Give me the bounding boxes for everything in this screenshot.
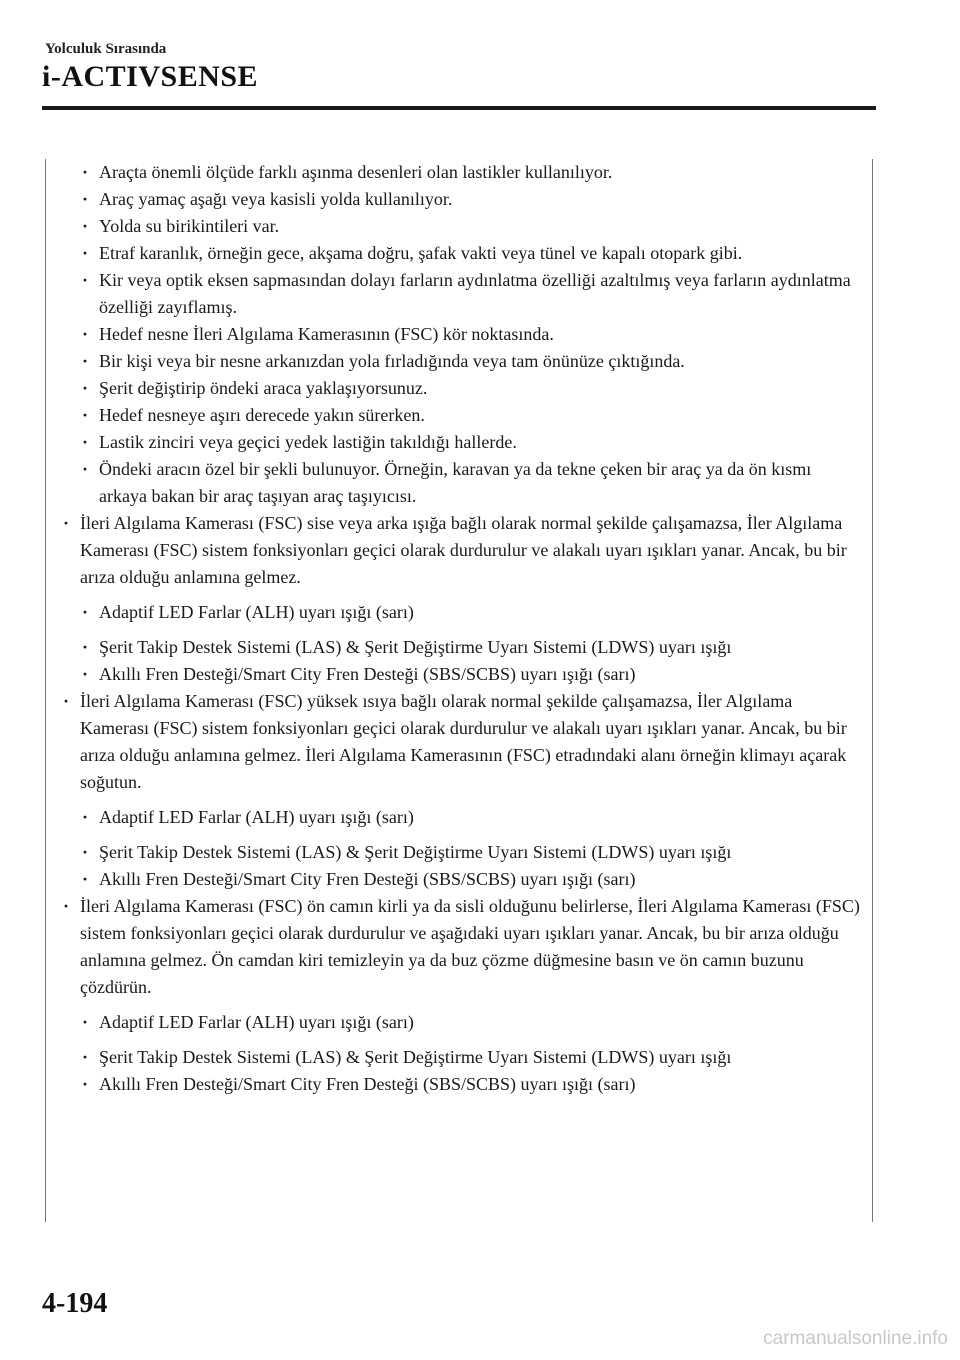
list-item — [56, 321, 862, 348]
bullet-icon: · — [81, 664, 88, 684]
warning-light-item — [56, 1009, 862, 1036]
list-item-text: Araçta önemli ölçüde farklı aşınma desenleri olan lastikler kullanılıyor. — [99, 162, 613, 182]
bullet-icon: · — [81, 1012, 88, 1032]
list-item — [56, 402, 862, 429]
list-item-text: Etraf karanlık, örneğin gece, akşama doğru, şafak vakti veya tünel ve kapalı otopark gibi. — [99, 243, 743, 263]
bullet-icon: · — [62, 691, 69, 711]
list-item — [56, 375, 862, 402]
bullet-icon: · — [81, 162, 88, 182]
bullet-icon: · — [81, 1047, 88, 1067]
bullet-icon: · — [81, 637, 88, 657]
list-item — [56, 348, 862, 375]
list-item-text: Şerit Takip Destek Sistemi (LAS) & Şerit Değiştirme Uyarı Sistemi (LDWS) uyarı ışığı — [99, 842, 732, 862]
watermark: carmanualsonline.info — [763, 1328, 948, 1349]
content-border-right — [872, 159, 873, 1222]
list-item — [56, 267, 862, 321]
warning-light-item — [56, 634, 862, 661]
list-item-text: Akıllı Fren Desteği/Smart City Fren Desteği (SBS/SCBS) uyarı ışığı (sarı) — [99, 869, 636, 889]
paragraph-item — [56, 688, 862, 796]
header-rule — [42, 106, 876, 110]
list-item-text: Şerit Takip Destek Sistemi (LAS) & Şerit Değiştirme Uyarı Sistemi (LDWS) uyarı ışığı — [99, 1047, 732, 1067]
paragraph-item — [56, 510, 862, 591]
list-item-text: Adaptif LED Farlar (ALH) uyarı ışığı (sarı) — [99, 807, 414, 827]
bullet-icon: · — [81, 243, 88, 263]
content-body — [56, 159, 862, 1098]
bullet-icon: · — [81, 216, 88, 236]
warning-light-item — [56, 804, 862, 831]
content-border-left — [45, 159, 46, 1222]
bullet-icon: · — [62, 513, 69, 533]
list-item — [56, 213, 862, 240]
list-item — [56, 429, 862, 456]
warning-light-item — [56, 839, 862, 866]
list-item-text: Öndeki aracın özel bir şekli bulunuyor. Örneğin, karavan ya da tekne çeken bir araç ya da ön kısmı arkaya bakan bir araç taşıyan araç taşıyıcısı. — [99, 459, 812, 506]
warning-light-item — [56, 866, 862, 893]
list-item-text: Adaptif LED Farlar (ALH) uyarı ışığı (sarı) — [99, 602, 414, 622]
chapter-title: i-ACTIVSENSE — [42, 60, 259, 93]
warning-light-item — [56, 661, 862, 688]
bullet-icon: · — [81, 351, 88, 371]
list-item-text: Hedef nesne İleri Algılama Kamerasının (FSC) kör noktasında. — [99, 324, 554, 344]
list-item-text: Araç yamaç aşağı veya kasisli yolda kullanılıyor. — [99, 189, 453, 209]
warning-light-item — [56, 1044, 862, 1071]
warning-light-item — [56, 599, 862, 626]
list-item-text: Hedef nesneye aşırı derecede yakın sürerken. — [99, 405, 425, 425]
bullet-icon: · — [81, 405, 88, 425]
list-item-text: Akıllı Fren Desteği/Smart City Fren Desteği (SBS/SCBS) uyarı ışığı (sarı) — [99, 1074, 636, 1094]
bullet-icon: · — [81, 1074, 88, 1094]
list-item — [56, 159, 862, 186]
section-label: Yolculuk Sırasında — [45, 41, 167, 57]
list-item — [56, 240, 862, 267]
bullet-icon: · — [81, 842, 88, 862]
bullet-icon: · — [81, 378, 88, 398]
page-number: 4-194 — [42, 1288, 108, 1319]
list-item-text: Adaptif LED Farlar (ALH) uyarı ışığı (sarı) — [99, 1012, 414, 1032]
list-item-text: Bir kişi veya bir nesne arkanızdan yola fırladığında veya tam önünüze çıktığında. — [99, 351, 685, 371]
paragraph-text: İleri Algılama Kamerası (FSC) yüksek ısıya bağlı olarak normal şekilde çalışamazsa, İler Algılama Kamerası (FSC) sistem fonksiyonları geçici olarak durdurulur ve alakalı uyarı ışıkları yanar. Ancak, bu bir arıza olduğu anlamına gelmez. İleri Algılama Kamerasının (FSC) etradındaki alanı örneğin klimayı açarak soğutun. — [80, 691, 847, 792]
bullet-icon: · — [81, 807, 88, 827]
bullet-icon: · — [81, 459, 88, 479]
list-item — [56, 186, 862, 213]
list-item — [56, 456, 862, 510]
bullet-icon: · — [62, 896, 69, 916]
list-item-text: Şerit değiştirip öndeki araca yaklaşıyorsunuz. — [99, 378, 428, 398]
list-item-text: Lastik zinciri veya geçici yedek lastiğin takıldığı hallerde. — [99, 432, 517, 452]
bullet-icon: · — [81, 432, 88, 452]
bullet-icon: · — [81, 189, 88, 209]
list-item-text: Akıllı Fren Desteği/Smart City Fren Desteği (SBS/SCBS) uyarı ışığı (sarı) — [99, 664, 636, 684]
paragraph-text: İleri Algılama Kamerası (FSC) ön camın kirli ya da sisli olduğunu belirlerse, İleri Algılama Kamerası (FSC) sistem fonksiyonları geçici olarak durdurulur ve aşağıdaki uyarı ışıkları yanar. Ancak, bu bir arıza olduğu anlamına gelmez. Ön camdan kiri temizleyin ya da buz çözme düğmesine basın ve ön camın buzunu çözdürün. — [80, 896, 860, 997]
list-item-text: Şerit Takip Destek Sistemi (LAS) & Şerit Değiştirme Uyarı Sistemi (LDWS) uyarı ışığı — [99, 637, 732, 657]
bullet-icon: · — [81, 324, 88, 344]
warning-light-item — [56, 1071, 862, 1098]
bullet-icon: · — [81, 270, 88, 290]
list-item-text: Yolda su birikintileri var. — [99, 216, 280, 236]
paragraph-item — [56, 893, 862, 1001]
list-item-text: Kir veya optik eksen sapmasından dolayı farların aydınlatma özelliği azaltılmış veya farların aydınlatma özelliği zayıflamış. — [99, 270, 851, 317]
bullet-icon: · — [81, 602, 88, 622]
bullet-icon: · — [81, 869, 88, 889]
paragraph-text: İleri Algılama Kamerası (FSC) sise veya arka ışığa bağlı olarak normal şekilde çalışamazsa, İler Algılama Kamerası (FSC) sistem fonksiyonları geçici olarak durdurulur ve alakalı uyarı ışıkları yanar. Ancak, bu bir arıza olduğu anlamına gelmez. — [80, 513, 847, 587]
